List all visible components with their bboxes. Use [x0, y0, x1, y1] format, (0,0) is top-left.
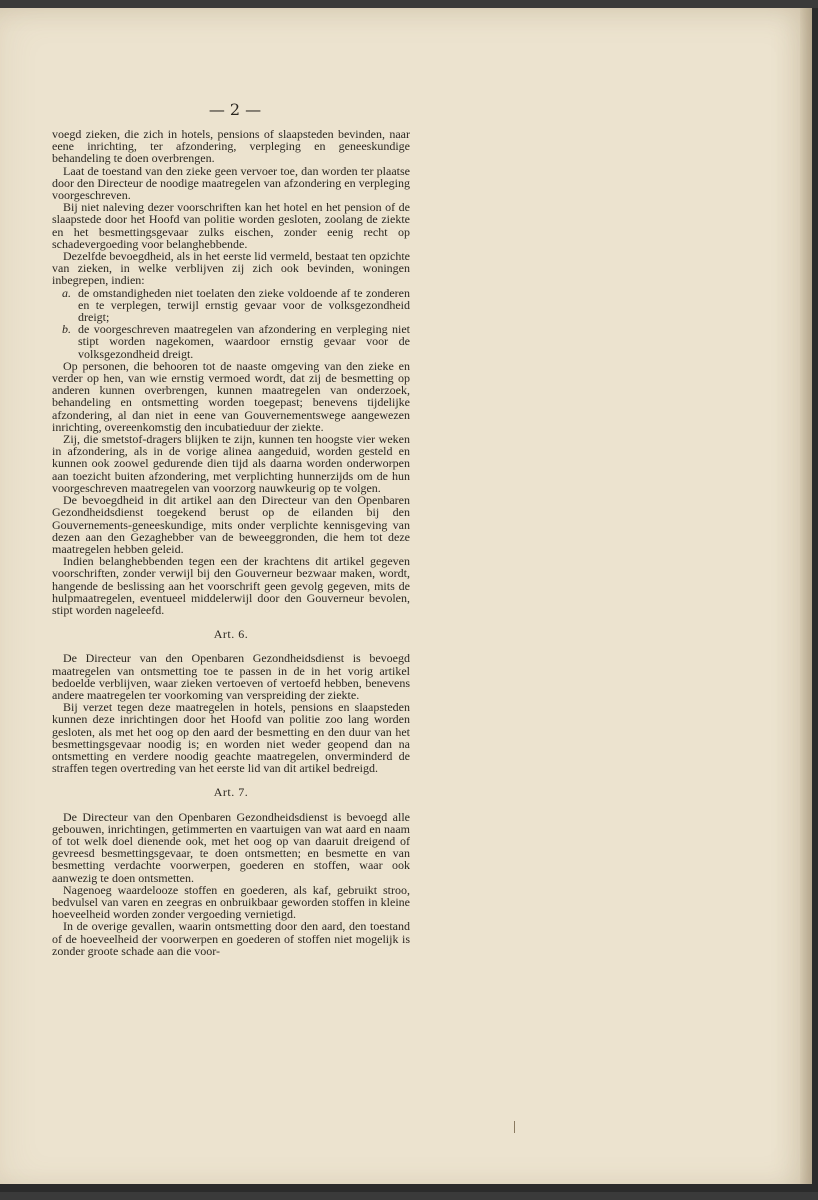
paragraph: De Directeur van den Openbaren Gezondheidsdienst is bevoegd alle gebouwen, inrichtingen, getimmerten en vaartuigen van wat aard en naam of tot welk doel dienende ook, met het oog op van daaruit dreigend of gevreesd besmettingsgevaar, te doen ontsmetten; en besmette en van besmetting verdachte voorwerpen, goederen en stoffen, waar ook aanwezig te doen ontsmetten. — [52, 809, 410, 885]
paragraph: voegd zieken, die zich in hotels, pensions of slaapsteden bevinden, naar eene inrichting, ter afzondering, verpleging en geneeskundige behandeling te doen overbrengen. — [52, 127, 410, 166]
paper-mark — [514, 1121, 515, 1133]
paragraph: Bij niet naleving dezer voorschriften kan het hotel en het pension of de slaapstede door het Hoofd van politie worden gesloten, zoolang de ziekte en het besmettingsgevaar zulks eischen, zonder eenig recht op schadevergoeding voor belanghebbende. — [52, 200, 410, 251]
paragraph: De Directeur van den Openbaren Gezondheidsdienst is bevoegd maatregelen van ontsmetting toe te passen in de in het vorig artikel bedoelde verblijven, waar zieken vertoeven of vertoefd hebben, benevens andere maatregelen ter voorkoming van verspreiding der ziekte. — [52, 651, 410, 702]
list-item — [52, 323, 410, 360]
page-edge-shadow — [800, 8, 812, 1192]
list-item — [52, 287, 410, 324]
paragraph: Op personen, die behooren tot de naaste omgeving van den zieke en verder op hen, van wie ernstig vermoed wordt, dat zij de besmetting op anderen kunnen overbrengen, kunnen maatregelen van onderzoek, behandeling en ontsmetting worden toegepast; benevens tijdelijke afzondering, al dan niet in eene van Gouvernementswege aangewezen inrichting, overeenkomstig den incubatieduur der ziekte. — [52, 358, 410, 434]
page-number: — 2 — — [208, 100, 262, 119]
paragraph: Bij verzet tegen deze maatregelen in hotels, pensions en slaapsteden kunnen deze inrichtingen door het Hoofd van politie zoo lang worden gesloten, als met het oog op den aard der besmetting en den duur van het besmettingsgevaar noodig is; en worden niet weder geopend dan na ontsmetting en verdere noodig geachte maatregelen, onverminderd de straffen tegen overtreding van het eerste lid van dit artikel bedreigd. — [52, 700, 410, 776]
list-text: de voorgeschreven maatregelen van afzondering en verpleging niet stipt worden nagekomen, waardoor ernstig gevaar voor de volksgezondheid dreigt. — [78, 322, 410, 361]
paragraph: Laat de toestand van den zieke geen vervoer toe, dan worden ter plaatse door den Directeur de noodige maatregelen van afzondering en verpleging voorgeschreven. — [52, 163, 410, 203]
body-text — [52, 128, 410, 957]
paragraph: Zij, die smetstof-dragers blijken te zijn, kunnen ten hoogste vier weken in afzondering, als in de vorige alinea aangeduid, worden gesteld en kunnen ook zoowel gedurende dien tijd als daarna worden onderworpen aan toezicht buiten afzondering, met verplichting hunnerzijds om de hun voorgeschreven maatregelen van voorzorg nauwkeurig op te volgen. — [52, 432, 410, 495]
list-marker: a. — [62, 285, 71, 300]
list-marker: b. — [62, 322, 71, 337]
paragraph: Dezelfde bevoegdheid, als in het eerste lid vermeld, bestaat ten opzichte van zieken, in welke verblijven zij zich ook bevinden, woningen inbegrepen, indien: — [52, 249, 410, 288]
scan-border — [0, 1184, 818, 1192]
paragraph: In de overige gevallen, waarin ontsmetting door den aard, den toestand of de hoeveelheid der voorwerpen en goederen of stoffen niet mogelijk is zonder groote schade aan die voor- — [52, 919, 410, 958]
list-text: de omstandigheden niet toelaten den zieke voldoende af te zonderen en te verplegen, terwijl ernstig gevaar voor de volksgezondheid dreigt; — [78, 285, 410, 325]
paragraph: Indien belanghebbenden tegen een der krachtens dit artikel gegeven voorschriften, zonder verwijl bij den Gouverneur bezwaar maken, wordt, hangende de beslissing aan het voorschrift geen gevolg gegeven, mits de hulpmaatregelen, eventueel middelerwijl door den Gouverneur bevolen, stipt worden nageleefd. — [52, 554, 410, 617]
article-heading: Art. 7. — [213, 785, 249, 800]
paragraph: Nagenoeg waardelooze stoffen en goederen, als kaf, gebruikt stroo, bedvulsel van varen en zeegras en onbruikbaar geworden stoffen in kleine hoeveelheid worden zonder vergoeding vernietigd. — [52, 882, 410, 922]
paragraph: De bevoegdheid in dit artikel aan den Directeur van den Openbaren Gezondheidsdienst toegekend berust op de eilanden bij den Gouvernements-geneeskundige, mits onder verplichte kennisgeving van dezen aan den Gezaghebber van de beweeggronden, die hem tot deze maatregelen hebben geleid. — [52, 493, 410, 556]
article-heading: Art. 6. — [213, 627, 249, 642]
document-page — [0, 8, 818, 1192]
